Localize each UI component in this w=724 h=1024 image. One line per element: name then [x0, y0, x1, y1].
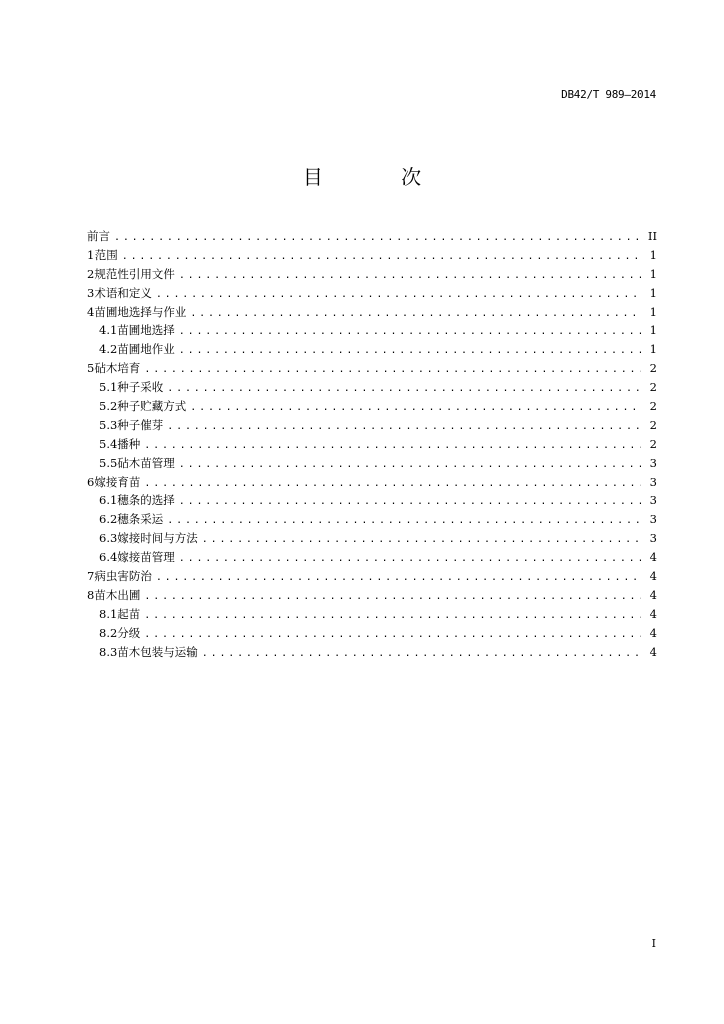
toc-dot-leader	[190, 402, 641, 413]
toc-entry[interactable]	[87, 285, 657, 304]
page-number: I	[651, 937, 656, 950]
toc-entry-title: 苗木包装与运输	[117, 644, 198, 659]
toc-entry-page: 1	[649, 266, 657, 281]
toc-entry-page: 4	[649, 569, 657, 584]
toc-entry-number: 8.2	[99, 625, 118, 640]
toc-entry-number: 5.4	[99, 436, 118, 451]
toc-entry-number: 4.2	[99, 342, 118, 357]
toc-entry-page: 1	[649, 304, 657, 319]
toc-dot-leader	[144, 610, 641, 621]
toc-dot-leader	[202, 648, 641, 659]
toc-entry-page: 3	[649, 531, 657, 546]
toc-entry-number: 3	[87, 285, 95, 300]
toc-entry[interactable]	[87, 568, 657, 587]
toc-entry-number: 2	[87, 266, 95, 281]
toc-entry[interactable]	[87, 511, 657, 530]
toc-entry-title: 种子贮藏方式	[117, 399, 187, 414]
toc-entry-page: 4	[649, 550, 657, 565]
toc-entry[interactable]	[87, 530, 657, 549]
toc-entry-title: 术语和定义	[94, 285, 152, 300]
toc-dot-leader	[122, 251, 641, 262]
toc-entry-page: 3	[649, 512, 657, 527]
toc-entry[interactable]	[87, 606, 657, 625]
toc-entry-page: 1	[649, 342, 657, 357]
toc-dot-leader	[202, 534, 641, 545]
toc-entry-title: 嫁接苗管理	[117, 550, 175, 565]
toc-entry[interactable]	[87, 398, 657, 417]
toc-dot-leader	[156, 572, 641, 583]
toc-entry-page: 2	[649, 436, 657, 451]
document-code: DB42/T 989—2014	[561, 88, 656, 101]
toc-entry[interactable]	[87, 304, 657, 323]
toc-entry-title: 嫁接时间与方法	[117, 531, 198, 546]
toc-entry-number: 6	[87, 474, 95, 489]
toc-entry[interactable]	[87, 417, 657, 436]
toc-entry-page: 2	[649, 361, 657, 376]
toc-entry-number: 6.2	[99, 512, 118, 527]
toc-entry-page: 1	[649, 285, 657, 300]
toc-entry-title: 种子采收	[117, 380, 164, 395]
toc-entry-title: 范围	[94, 247, 118, 262]
toc-entry-number: 5.5	[99, 455, 118, 470]
toc-entry-number: 6.3	[99, 531, 118, 546]
toc-entry-title: 穗条的选择	[117, 493, 175, 508]
toc-entry[interactable]	[87, 492, 657, 511]
toc-entry-number: 8	[87, 587, 95, 602]
toc-entry-page: 2	[649, 417, 657, 432]
toc-entry-page: 2	[649, 380, 657, 395]
toc-entry-page: 1	[649, 323, 657, 338]
toc-entry-title: 穗条采运	[117, 512, 164, 527]
toc-entry-title: 规范性引用文件	[94, 266, 175, 281]
toc-entry[interactable]	[87, 322, 657, 341]
toc-dot-leader	[179, 496, 641, 507]
toc-dot-leader	[144, 629, 641, 640]
toc-entry[interactable]	[87, 341, 657, 360]
toc-entry[interactable]	[87, 379, 657, 398]
toc-dot-leader	[114, 232, 641, 243]
toc-dot-leader	[190, 308, 641, 319]
toc-entry-number: 4	[87, 304, 95, 319]
toc-dot-leader	[167, 515, 641, 526]
toc-entry-title: 苗圃地选择	[117, 323, 175, 338]
toc-entry-title: 前言	[87, 229, 110, 243]
toc-entry-page: 1	[649, 247, 657, 262]
toc-entry-title: 砧木苗管理	[117, 455, 175, 470]
toc-entry-title: 苗圃地作业	[117, 342, 175, 357]
toc-dot-leader	[144, 440, 641, 451]
toc-entry-number: 5.3	[99, 417, 118, 432]
toc-entry-number: 5.1	[99, 380, 118, 395]
toc-entry-page: 4	[649, 587, 657, 602]
toc-entry[interactable]	[87, 587, 657, 606]
toc-entry[interactable]	[87, 228, 657, 247]
toc-entry-title: 种子催芽	[117, 417, 164, 432]
toc-entry-number: 5	[87, 361, 95, 376]
toc-entry-title: 嫁接育苗	[94, 474, 141, 489]
toc-entry-page: II	[647, 229, 657, 243]
toc-entry[interactable]	[87, 455, 657, 474]
toc-entry[interactable]	[87, 625, 657, 644]
toc-entry-title: 分级	[117, 625, 141, 640]
toc-entry[interactable]	[87, 247, 657, 266]
toc-entry-number: 5.2	[99, 399, 118, 414]
toc-dot-leader	[144, 478, 641, 489]
toc-entry[interactable]	[87, 474, 657, 493]
toc-entry-number: 8.3	[99, 644, 118, 659]
toc-entry-title: 播种	[117, 436, 141, 451]
toc-entry-number: 7	[87, 569, 95, 584]
toc-entry-number: 8.1	[99, 606, 118, 621]
toc-dot-leader	[179, 553, 641, 564]
toc-dot-leader	[144, 591, 641, 602]
toc-dot-leader	[167, 421, 641, 432]
toc-entry-number: 4.1	[99, 323, 118, 338]
toc-dot-leader	[179, 326, 641, 337]
toc-dot-leader	[156, 289, 641, 300]
toc-entry-page: 4	[649, 606, 657, 621]
toc-entry-page: 3	[649, 455, 657, 470]
toc-dot-leader	[144, 364, 641, 375]
toc-entry-title: 苗木出圃	[94, 587, 141, 602]
toc-entry[interactable]	[87, 549, 657, 568]
toc-dot-leader	[179, 459, 641, 470]
toc-entry-title: 砧木培育	[94, 361, 141, 376]
page-title: 目 次	[302, 165, 458, 189]
toc-dot-leader	[179, 345, 641, 356]
table-of-contents	[87, 228, 657, 662]
toc-entry-title: 起苗	[117, 606, 141, 621]
toc-entry-page: 2	[649, 399, 657, 414]
toc-entry-title: 苗圃地选择与作业	[94, 304, 187, 319]
toc-entry-page: 3	[649, 493, 657, 508]
toc-entry-number: 6.4	[99, 550, 118, 565]
toc-entry-page: 4	[649, 625, 657, 640]
toc-entry-page: 3	[649, 474, 657, 489]
toc-entry-title: 病虫害防治	[94, 569, 152, 584]
toc-entry[interactable]	[87, 266, 657, 285]
toc-entry[interactable]	[87, 436, 657, 455]
toc-entry[interactable]	[87, 644, 657, 663]
toc-entry-number: 1	[87, 247, 95, 262]
toc-dot-leader	[167, 383, 641, 394]
toc-entry-page: 4	[649, 644, 657, 659]
toc-dot-leader	[179, 270, 641, 281]
toc-entry[interactable]	[87, 360, 657, 379]
toc-entry-number: 6.1	[99, 493, 118, 508]
